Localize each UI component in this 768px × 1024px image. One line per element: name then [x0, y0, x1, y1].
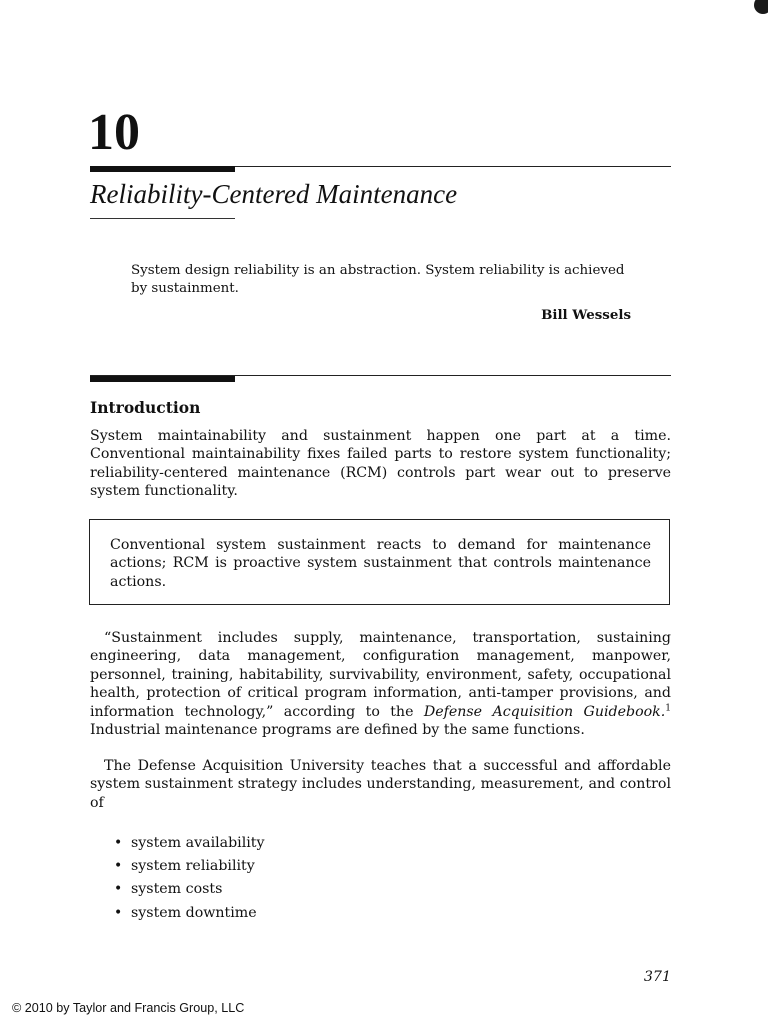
quote-text-after: Industrial maintenance programs are defined by the same functions. — [90, 722, 585, 739]
list-item-label: system availability — [131, 835, 265, 851]
callout-box — [89, 519, 670, 605]
list-item — [112, 855, 265, 878]
list-item — [112, 902, 265, 925]
list-item-label: system reliability — [131, 858, 255, 875]
bullet-icon: • — [114, 904, 123, 921]
callout-text: Conventional system sustainment reacts to demand for maintenance actions; RCM is proactive system sustainment that controls maintenance actions. — [110, 537, 651, 590]
dau-paragraph: The Defense Acquisition University teaches that a successful and affordable system sustainment strategy includes understanding, measurement, and control of — [90, 758, 671, 811]
quote-text-before: “Sustainment includes supply, maintenance, transportation, sustaining engineering, data management, configuration management, manpower, personnel, training, habitability, survivability, environment, safety, occupational health, protection of critical program information, anti-tamper provisions, and information technology,” according to the — [90, 630, 671, 720]
list-item-label: system downtime — [131, 904, 257, 921]
intro-paragraph: System maintainability and sustainment happen one part at a time. Conventional maintainability fixes failed parts to restore system functionality; reliability-centered maintenance (RCM) controls part wear out to preserve system functionality. — [90, 428, 671, 500]
section-heading: Introduction — [90, 398, 201, 417]
bullet-icon: • — [114, 881, 123, 898]
chapter-title-underline — [90, 218, 235, 219]
bullet-icon: • — [114, 835, 123, 851]
list-item — [112, 832, 265, 855]
bullet-icon: • — [114, 858, 123, 875]
copyright-notice: © 2010 by Taylor and Francis Group, LLC — [12, 1001, 245, 1015]
list-item-label: system costs — [131, 881, 223, 898]
sustainment-bullet-list — [112, 832, 265, 925]
epigraph-quote: System design reliability is an abstraction. System reliability is achieved by sustainment. — [131, 263, 625, 296]
epigraph-author: Bill Wessels — [541, 307, 631, 323]
list-item — [112, 878, 265, 901]
page-corner-marker — [754, 0, 768, 14]
chapter-number: 10 — [88, 104, 140, 161]
guidebook-title: Defense Acquisition Guidebook. — [423, 703, 666, 720]
page-number: 371 — [643, 969, 671, 985]
chapter-title: Reliability-Centered Maintenance — [90, 179, 458, 209]
chapter-rule-thick — [90, 166, 235, 172]
footnote-reference[interactable]: 1 — [665, 702, 671, 713]
sustainment-quote-paragraph — [90, 629, 671, 739]
section-rule-thick — [90, 376, 235, 382]
